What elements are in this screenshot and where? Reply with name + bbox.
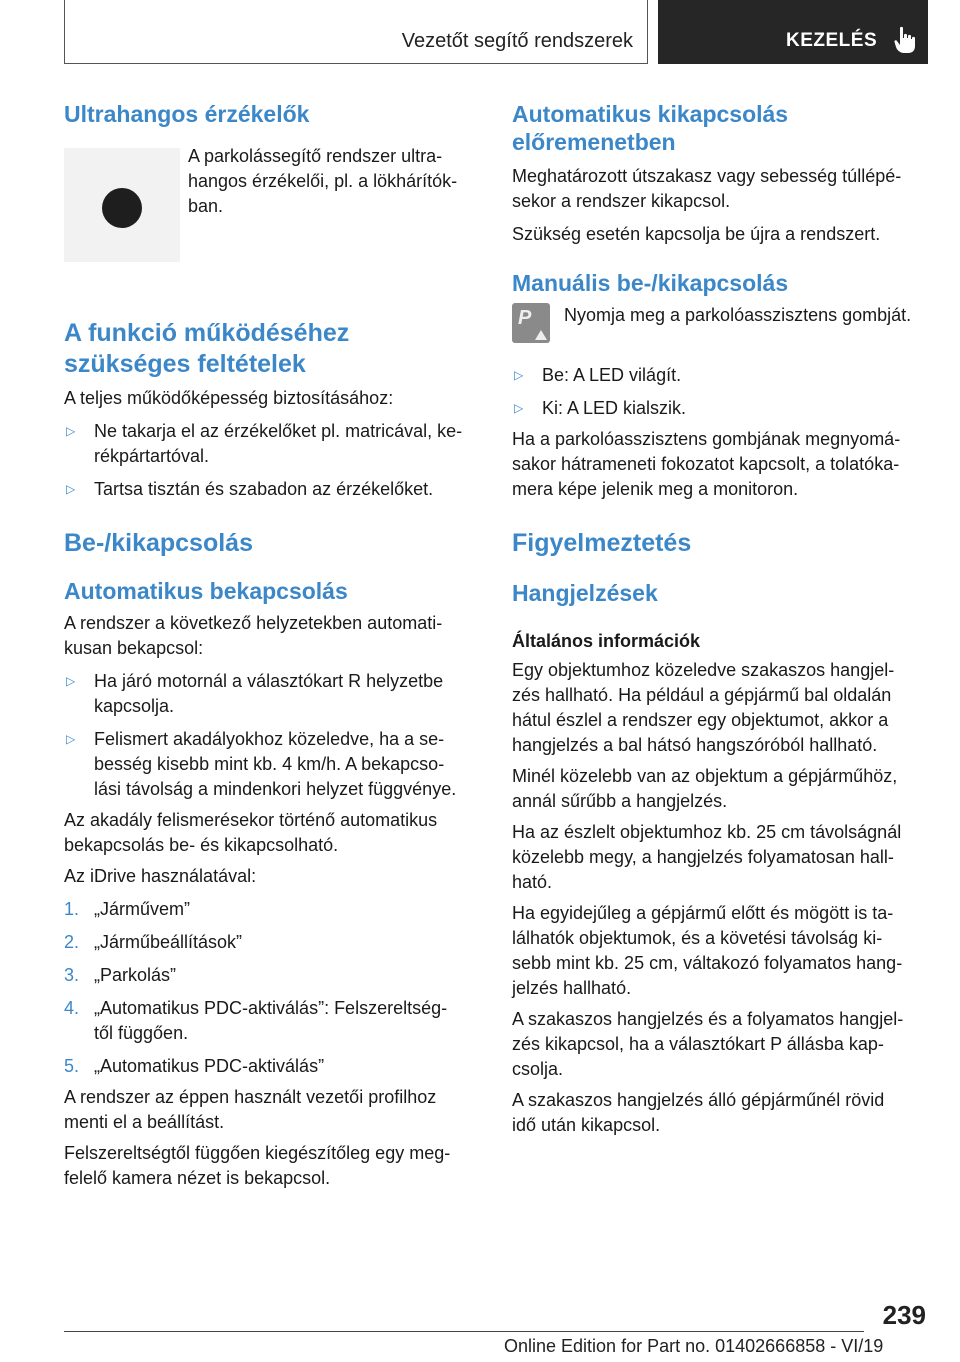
bullet-triangle-icon: ▷ bbox=[66, 674, 76, 688]
camera-text: Felszereltségtől függően kiegészítőleg egy meg- felelő kamera nézet is bekapcsol. bbox=[64, 1143, 451, 1188]
auto-off-text: Meghatározott útszakasz vagy sebesség túllépé- sekor a rendszer kikapcsol. bbox=[512, 166, 902, 211]
manual-row bbox=[512, 303, 926, 363]
list-item: 2. „Járműbeállítások” bbox=[64, 932, 243, 952]
heading-requirements: A funkció működéséhez szükséges feltételek bbox=[64, 319, 350, 378]
sensor-image bbox=[64, 148, 180, 262]
list-item: 5. „Automatikus PDC-aktiválás” bbox=[64, 1056, 325, 1076]
manual-text: Nyomja meg a parkolóasszisztens gombját. bbox=[564, 305, 912, 325]
heading-on-off: Be-/kikapcsolás bbox=[64, 529, 253, 557]
auto-note: Az akadály felismerésekor történő automatikus bekapcsolás be- és kikapcsolható. bbox=[64, 810, 438, 855]
parking-assistant-button-icon: P bbox=[512, 303, 550, 343]
heading-auto-off: Automatikus kikapcsolás előremenetben bbox=[512, 101, 789, 155]
chapter-tab bbox=[658, 0, 928, 64]
heading-warning: Figyelmeztetés bbox=[512, 529, 692, 557]
requirements-intro: A teljes működőképesség biztosításához: bbox=[64, 388, 394, 408]
section-tab bbox=[64, 0, 648, 64]
right-column bbox=[512, 100, 926, 1138]
list-item: ▷ Ha járó motornál a választókart R helyzetbe kapcsolja. bbox=[66, 671, 444, 716]
list-item: ▷ Ne takarja el az érzékelőket pl. matricával, ke- rékpártartóval. bbox=[66, 421, 463, 466]
sensor-icon bbox=[102, 188, 142, 228]
heading-ultrasonic-sensors: Ultrahangos érzékelők bbox=[64, 101, 310, 127]
bullet-triangle-icon: ▷ bbox=[514, 401, 524, 415]
auto-off-text2: Szükség esetén kapcsolja be újra a rendszert. bbox=[512, 224, 881, 244]
hand-pointer-icon bbox=[894, 26, 916, 54]
list-item: ▷ Felismert akadályokhoz közeledve, ha a se- besség kisebb mint kb. 4 km/h. A bekapcso- lási távolság a mindenkori helyzet függvénye. bbox=[66, 729, 457, 799]
heading-general-info: Általános információk bbox=[512, 631, 701, 651]
heading-auto-on: Automatikus bekapcsolás bbox=[64, 578, 348, 604]
bullet-triangle-icon: ▷ bbox=[514, 368, 524, 382]
steps-list bbox=[64, 897, 478, 1079]
paragraph: Ha egyidejűleg a gépjármű előtt és mögött is ta- lálhatók objektumok, és a követési távolság ki- sebb mint kb. 25 cm, váltakozó folyamatos hang- jelzés hallható. bbox=[512, 903, 903, 998]
paragraph: Minél közelebb van az objektum a gépjárműhöz, annál sűrűbb a hangjelzés. bbox=[512, 766, 898, 811]
chapter-title: KEZELÉS bbox=[786, 30, 878, 51]
footer-divider bbox=[64, 1331, 864, 1332]
list-item: ▷ Ki: A LED kialszik. bbox=[512, 396, 926, 421]
heading-signals: Hangjelzések bbox=[512, 580, 658, 606]
edition-text: Online Edition for Part no. 01402666858 - VI/19 bbox=[504, 1336, 884, 1356]
profile-text: A rendszer az éppen használt vezetői profilhoz menti el a beállítást. bbox=[64, 1087, 437, 1132]
paragraph: A szakaszos hangjelzés és a folyamatos hangjel- zés kikapcsol, ha a választókart P állásba kap- csolja. bbox=[512, 1009, 904, 1079]
paragraph: Egy objektumhoz közeledve szakaszos hangjel- zés hallható. Ha például a gépjármű bal oldalán hátul észlel a rendszer egy objektumot, akkor a hangjelzés a bal hátsó hangszóróból hallható. bbox=[512, 660, 895, 755]
paragraph: Ha az észlelt objektumhoz kb. 25 cm távolságnál közelebb megy, a hangjelzés folyamatosan hall- ható. bbox=[512, 822, 902, 892]
page-number: 239 bbox=[882, 1300, 926, 1330]
list-item: 1. „Járművem” bbox=[64, 899, 191, 919]
page-header bbox=[64, 0, 928, 64]
bullet-triangle-icon: ▷ bbox=[66, 482, 76, 496]
auto-intro: A rendszer a következő helyzetekben automati- kusan bekapcsol: bbox=[64, 613, 443, 658]
bullet-triangle-icon: ▷ bbox=[66, 732, 76, 746]
heading-manual: Manuális be-/kikapcsolás bbox=[512, 270, 789, 296]
idrive-intro: Az iDrive használatával: bbox=[64, 866, 257, 886]
list-item: 4. „Automatikus PDC-aktiválás”: Felszereltség- től függően. bbox=[64, 998, 448, 1043]
list-item: ▷ Tartsa tisztán és szabadon az érzékelőket. bbox=[64, 477, 478, 502]
bullet-triangle-icon: ▷ bbox=[66, 424, 76, 438]
list-item: 3. „Parkolás” bbox=[64, 965, 177, 985]
left-column bbox=[64, 100, 478, 1191]
sensors-text: A parkolássegítő rendszer ultra- hangos érzékelői, pl. a lökhárítók- ban. bbox=[188, 146, 458, 216]
section-title: Vezetőt segítő rendszerek bbox=[401, 30, 633, 52]
list-item: ▷ Be: A LED világít. bbox=[512, 363, 926, 388]
paragraph: A szakaszos hangjelzés álló gépjárműnél rövid idő után kikapcsol. bbox=[512, 1090, 885, 1135]
reverse-text: Ha a parkolóasszisztens gombjának megnyomá- sakor hátrameneti fokozatot kapcsolt, a tolatóka- mera képe jelenik meg a monitoron. bbox=[512, 429, 901, 499]
